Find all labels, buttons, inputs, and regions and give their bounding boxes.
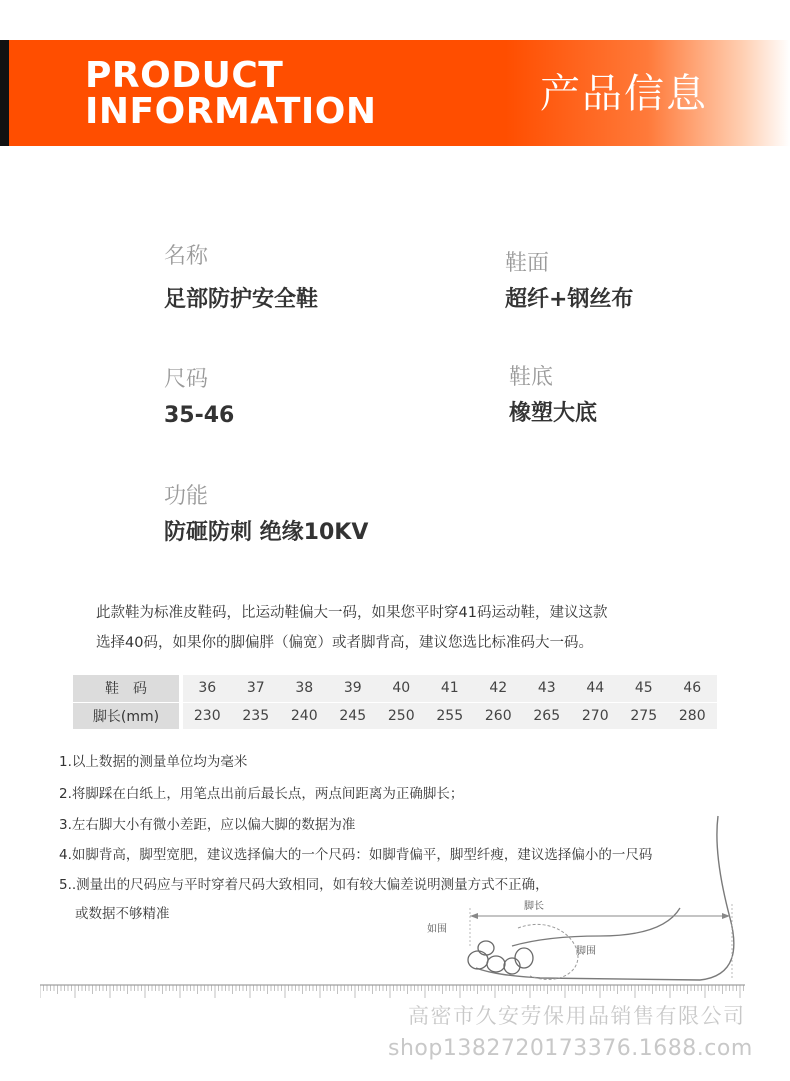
toe-shape bbox=[478, 941, 494, 955]
size-cell: 42 bbox=[474, 675, 523, 702]
length-cell: 275 bbox=[620, 702, 669, 729]
tip-item: 或数据不够精准 bbox=[75, 906, 170, 922]
spec-label: 尺码 bbox=[164, 367, 209, 392]
size-cell: 38 bbox=[280, 675, 329, 702]
length-cell: 255 bbox=[426, 702, 475, 729]
spec-value: 35-46 bbox=[164, 403, 235, 428]
sizing-note bbox=[96, 598, 696, 658]
toe-shape bbox=[515, 948, 533, 968]
banner-title-en-line1: PRODUCT bbox=[85, 55, 284, 96]
tip-item: 5..测量出的尺码应与平时穿着尺码大致相同，如有较大偏差说明测量方式不正确， bbox=[59, 877, 549, 893]
length-cell: 245 bbox=[329, 702, 378, 729]
spec-label: 鞋底 bbox=[509, 365, 554, 390]
header-banner bbox=[0, 40, 790, 146]
size-cell: 46 bbox=[668, 675, 717, 702]
length-cell: 240 bbox=[280, 702, 329, 729]
watermark-company: 高密市久安劳保用品销售有限公司 bbox=[408, 1004, 746, 1028]
size-cell: 36 bbox=[183, 675, 232, 702]
tip-item: 2.将脚踩在白纸上，用笔点出前后最长点，两点间距离为正确脚长； bbox=[59, 786, 464, 802]
sizing-note-line: 此款鞋为标准皮鞋码，比运动鞋偏大一码，如果您平时穿41码运动鞋，建议这款 bbox=[96, 605, 608, 621]
size-cell: 43 bbox=[523, 675, 572, 702]
length-cell: 270 bbox=[571, 702, 620, 729]
length-cell: 250 bbox=[377, 702, 426, 729]
size-cell: 44 bbox=[571, 675, 620, 702]
toe-shape bbox=[504, 958, 520, 974]
diagram-label-length: 脚长 bbox=[524, 901, 544, 912]
spec-label: 功能 bbox=[164, 484, 209, 509]
spec-value: 超纤+钢丝布 bbox=[505, 287, 634, 312]
tip-item: 4.如脚背高，脚型宽肥，建议选择偏大的一个尺码：如脚背偏平，脚型纤瘦，建议选择偏小的一尺码 bbox=[59, 847, 653, 863]
length-row bbox=[73, 702, 717, 729]
length-cell: 235 bbox=[232, 702, 281, 729]
spec-label: 鞋面 bbox=[505, 251, 550, 276]
size-cell: 41 bbox=[426, 675, 475, 702]
size-row bbox=[73, 675, 717, 702]
watermark-url: shop1382720173376.1688.com bbox=[388, 1036, 753, 1061]
length-cell: 260 bbox=[474, 702, 523, 729]
length-cell: 230 bbox=[183, 702, 232, 729]
foot-top-outline bbox=[512, 908, 680, 946]
size-cell: 45 bbox=[620, 675, 669, 702]
banner-title-en-line2: INFORMATION bbox=[85, 91, 377, 132]
toe-shape bbox=[487, 956, 505, 972]
spec-value: 防砸防刺 绝缘10KV bbox=[164, 520, 369, 545]
banner-title-en bbox=[85, 55, 377, 132]
foot-measure-diagram bbox=[400, 808, 745, 988]
girth-loop bbox=[518, 924, 578, 979]
sizing-note-line: 选择40码，如果你的脚偏胖（偏宽）或者脚背高，建议您选比标准码大一码。 bbox=[96, 635, 593, 651]
size-chart-table bbox=[73, 675, 717, 730]
spec-label: 名称 bbox=[164, 244, 209, 269]
length-cell: 280 bbox=[668, 702, 717, 729]
ruler-ticks bbox=[40, 985, 744, 998]
size-row-header: 鞋 码 bbox=[73, 675, 179, 702]
spec-value: 橡塑大底 bbox=[509, 401, 598, 426]
size-cell: 39 bbox=[329, 675, 378, 702]
length-row-header: 脚长(mm) bbox=[73, 702, 179, 729]
arrow-left-icon bbox=[470, 913, 478, 919]
size-cell: 37 bbox=[232, 675, 281, 702]
size-cell: 40 bbox=[377, 675, 426, 702]
banner-accent-stripe bbox=[0, 40, 9, 146]
tip-item: 1.以上数据的测量单位均为毫米 bbox=[59, 754, 248, 770]
toe-shape bbox=[468, 951, 488, 969]
diagram-label-girth: 脚围 bbox=[576, 946, 596, 957]
ruler-graphic bbox=[40, 984, 745, 1000]
banner-title-zh: 产品信息 bbox=[540, 71, 708, 117]
diagram-label-girth-left: 如围 bbox=[427, 924, 447, 935]
spec-value: 足部防护安全鞋 bbox=[164, 287, 319, 312]
length-cell: 265 bbox=[523, 702, 572, 729]
tip-item: 3.左右脚大小有微小差距，应以偏大脚的数据为准 bbox=[59, 817, 356, 833]
